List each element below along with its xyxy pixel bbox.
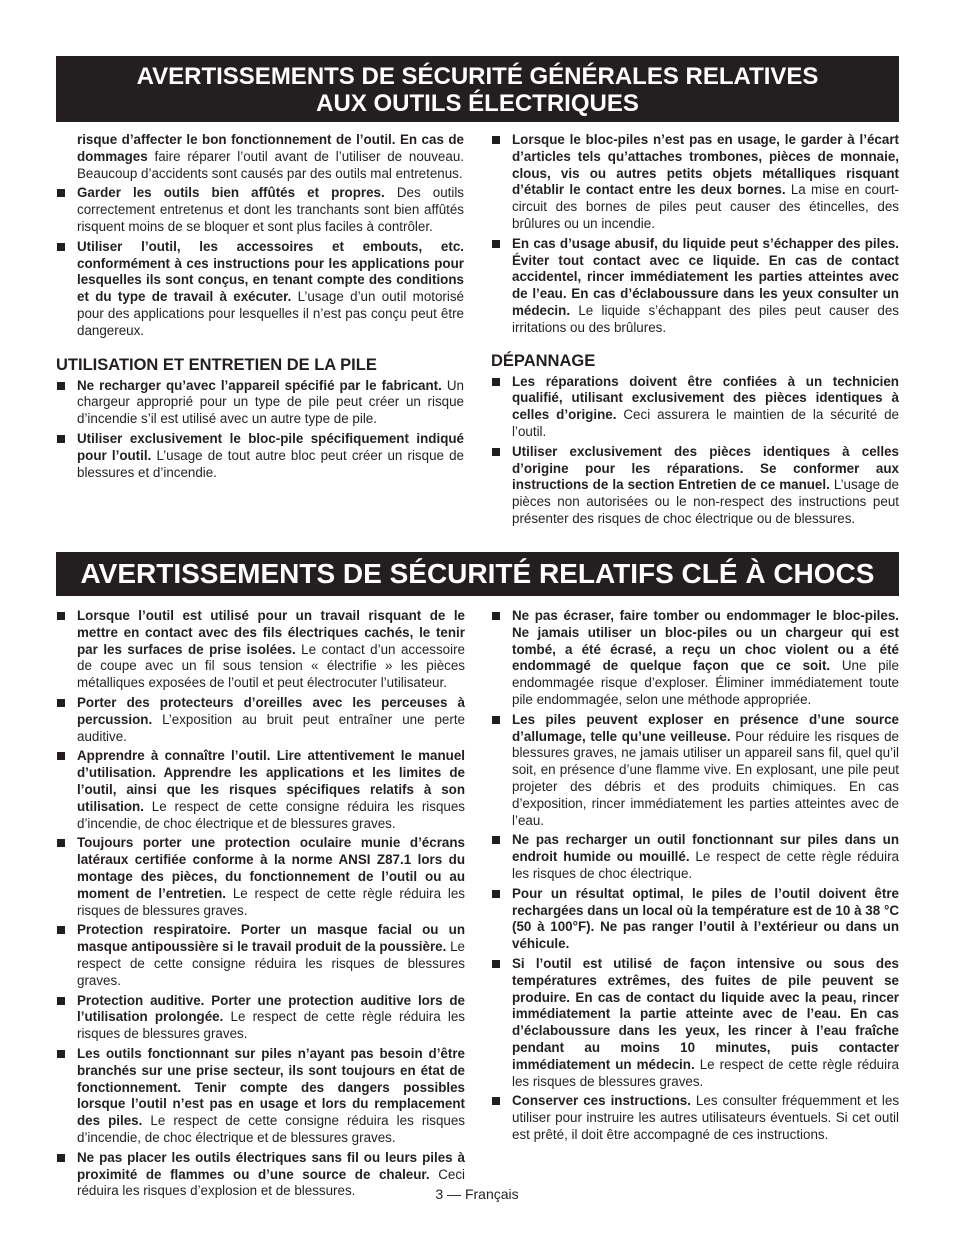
- item-bold-text: Ne pas placer les outils électriques sans fil ou leurs piles à proximité de flammes ou d’une source de chaleur.: [77, 1149, 465, 1182]
- square-bullet-icon: [57, 612, 65, 620]
- list-item: [491, 956, 899, 1090]
- square-bullet-icon: [492, 960, 500, 968]
- square-bullet-icon: [57, 997, 65, 1005]
- item-bold-text: Lorsque l’outil est utilisé pour un travail risquant de le mettre en contact avec des fils électriques cachés, le tenir par les surfaces de prise isolées.: [77, 608, 465, 657]
- square-bullet-icon: [57, 189, 65, 197]
- square-bullet-icon: [492, 240, 500, 248]
- list-item: [56, 378, 464, 428]
- banner-title-line-2: AUX OUTILS ÉLECTRIQUES: [316, 90, 639, 117]
- section-banner-impact-wrench: [56, 552, 899, 596]
- list-item: [491, 608, 899, 709]
- item-bold-text: Les outils fonctionnant sur piles n’ayant pas besoin d’être branchés sur une prise secteur, ils sont toujours en état de fonctionnement. Tenir compte des dangers possibles lorsque l’outil n’est pas en usage et lors du remplacement des piles.: [77, 1045, 465, 1129]
- section-heading-battery: UTILISATION ET ENTRETIEN DE LA PILE: [56, 355, 377, 374]
- list-item: [56, 239, 464, 340]
- item-text: Le respect de cette règle réduira les risques de choc électrique.: [512, 849, 899, 881]
- item-bold-text: Conserver ces instructions.: [512, 1093, 691, 1109]
- item-bold-text: Utiliser exclusivement des pièces identiques à celles d’origine pour les réparations. Se conformer aux instructions de la section Entretien de ce manuel.: [512, 443, 899, 493]
- square-bullet-icon: [57, 1050, 65, 1058]
- page-footer: 3 — Français: [435, 1186, 519, 1202]
- item-text: Un chargeur approprié pour un type de pile peut créer un risque d’incendie s’il est utilisé avec un autre type de pile.: [77, 377, 464, 427]
- item-bold-text: Ne pas écraser, faire tomber ou endommager le bloc-piles. Ne jamais utiliser un bloc-piles ou un chargeur qui est tombé, a été écrasé, a reçu un choc violent ou a été endommagé de quelque façon que ce soit.: [512, 608, 899, 674]
- item-text: Le respect de cette règle réduira les risques de blessures graves.: [77, 885, 465, 918]
- square-bullet-icon: [57, 699, 65, 707]
- column-4: [491, 608, 899, 1147]
- item-text: La mise en court-circuit des bornes de piles peut causer des étincelles, des brûlures ou un incendie.: [512, 182, 900, 231]
- item-text: Ceci assurera le maintien de la sécurité de l’outil.: [512, 407, 899, 439]
- item-bold-text: Porter des protecteurs d’oreilles avec les perceuses à percussion.: [77, 694, 465, 727]
- list-item: [56, 185, 464, 235]
- item-text: Le respect de cette consigne réduira les risques d’incendie, de choc électrique et de blessures graves.: [77, 798, 465, 831]
- square-bullet-icon: [492, 612, 500, 620]
- item-bold-text: En cas d’usage abusif, du liquide peut s’échapper des piles. Éviter tout contact avec ce liquide. En cas de contact accidentel, rincer immédiatement les parties atteintes avec de l’eau. En cas d’éclaboussure dans les yeux consulter un médecin.: [512, 235, 899, 318]
- list-item: [491, 132, 899, 233]
- square-bullet-icon: [492, 378, 500, 386]
- list-item: [491, 832, 899, 882]
- square-bullet-icon: [57, 1154, 65, 1162]
- item-bold-text: Garder les outils bien affûtés et propres.: [77, 185, 385, 201]
- list-item: [491, 444, 899, 528]
- square-bullet-icon: [492, 448, 500, 456]
- square-bullet-icon: [57, 435, 65, 443]
- item-bold-text: Les piles peuvent exploser en présence d’une source d’allumage, telle qu’une veilleuse.: [512, 711, 899, 744]
- list-item: [56, 608, 465, 692]
- list-item: [491, 374, 899, 441]
- list-item: [56, 993, 465, 1043]
- banner-title-line-1: AVERTISSEMENTS DE SÉCURITÉ GÉNÉRALES RELATIVES: [136, 63, 819, 90]
- section-heading-troubleshooting: DÉPANNAGE: [491, 351, 596, 370]
- column-2: [491, 132, 899, 531]
- square-bullet-icon: [57, 752, 65, 760]
- item-text: Le respect de cette règle réduira les risques de blessures graves.: [512, 1056, 900, 1089]
- item-text: Des outils correctement entretenus et dont les tranchants sont bien affûtés risquent moins de se bloquer et sont plus faciles à contrôler.: [77, 185, 465, 234]
- list-item: [491, 236, 899, 337]
- item-text: faire réparer l’outil avant de l’utiliser de nouveau. Beaucoup d’accidents sont causés par des outils mal entretenus.: [77, 148, 464, 181]
- item-bold-text: Les réparations doivent être confiées à un technicien qualifié, utilisant exclusivement des pièces identiques à celles d’origine.: [512, 373, 899, 423]
- list-item: [56, 431, 464, 481]
- list-item-continued: [56, 132, 464, 182]
- list-item: [491, 712, 899, 830]
- column-3: [56, 608, 465, 1203]
- list-item: [56, 1046, 465, 1147]
- item-bold-text: Si l’outil est utilisé de façon intensive ou sous des températures extrêmes, des fuites de pile peuvent se produire. En cas de contact du liquide avec la peau, rincer immédiatement la partie atteinte avec de l’eau. En cas d’éclaboussure dans les yeux, les rincer à l’eau fraîche pendant au moins 10 minutes, puis contacter immédiatement un médecin.: [512, 955, 899, 1072]
- item-text: Le liquide s’échappant des piles peut causer des irritations ou des brûlures.: [512, 302, 899, 335]
- item-bold-text: Utiliser exclusivement le bloc-pile spécifiquement indiqué pour l’outil.: [77, 430, 464, 463]
- item-bold-text: Apprendre à connaître l’outil. Lire attentivement le manuel d’utilisation. Apprendre les applications et les limites de l’outil, ainsi que les risques spécifiques relatifs à son utilisation.: [77, 748, 465, 814]
- item-bold-text: Ne pas recharger un outil fonctionnant sur piles dans un endroit humide ou mouillé.: [512, 832, 899, 865]
- item-text: Le contact d’un accessoire de coupe avec un fil sous tension « électrifie » les pièces métalliques exposées de l’outil et peut électrocuter l’utilisateur.: [77, 641, 465, 691]
- list-item: [56, 695, 465, 745]
- item-text: L’usage de pièces non autorisées ou le non-respect des instructions peut présenter des risques de choc électrique ou de blessures.: [512, 477, 899, 526]
- item-text: Pour réduire les risques de blessures graves, ne jamais utiliser un appareil sans fil, quel qu’il soit, en présence d’une flamme vive. En explosant, une pile peut projeter des débris et des produits chimiques. En cas d’exposition, rincer immédiatement les parties atteintes avec de l’eau.: [512, 728, 900, 828]
- item-bold-text: Toujours porter une protection oculaire munie d’écrans latéraux certifiée conforme à la norme ANSI Z87.1 lors du montage des pièces, du fonctionnement de l’outil ou au moment de l’entretien.: [77, 835, 465, 901]
- item-bold-text: Protection auditive. Porter une protection auditive lors de l’utilisation prolongée.: [77, 992, 465, 1025]
- list-item: [491, 1093, 899, 1143]
- item-text: L’usage d’un outil motorisé pour des applications pour lesquelles il n’est pas conçu peut être dangereux.: [77, 289, 465, 338]
- column-1: [56, 132, 464, 484]
- item-bold-text: Protection respiratoire. Porter un masque facial ou un masque antipoussière si le travail produit de la poussière.: [77, 922, 465, 955]
- item-bold-text: Ne recharger qu’avec l’appareil spécifié par le fabricant.: [77, 377, 442, 393]
- list-item: [491, 886, 899, 953]
- square-bullet-icon: [57, 926, 65, 934]
- list-item: [56, 922, 465, 989]
- square-bullet-icon: [57, 382, 65, 390]
- item-text: Les consulter fréquemment et les utiliser pour instruire les autres utilisateurs éventuels. Si cet outil est prêté, il doit être accompagné de ces instructions.: [512, 1093, 900, 1142]
- item-text: Le respect de cette consigne réduira les risques d’incendie, de choc électrique et de blessures graves.: [77, 1113, 466, 1145]
- item-text: Ceci réduira les risques d’explosion et de blessures.: [77, 1166, 465, 1199]
- item-bold-text: risque d’affecter le bon fonctionnement de l’outil. En cas de dommages: [77, 132, 464, 164]
- item-text: L’exposition au bruit peut entraîner une perte auditive.: [77, 711, 465, 744]
- item-text: Une pile endommagée risque d’exploser. Éliminer immédiatement toute pile endommagée, selon une méthode appropriée.: [512, 658, 899, 707]
- banner-title: AVERTISSEMENTS DE SÉCURITÉ RELATIFS CLÉ À CHOCS: [80, 558, 875, 589]
- item-text: Le respect de cette consigne réduira les risques de blessures graves.: [77, 939, 465, 988]
- square-bullet-icon: [492, 136, 500, 144]
- item-text: L’usage de tout autre bloc peut créer un risque de blessures et d’incendie.: [77, 447, 464, 480]
- square-bullet-icon: [492, 890, 500, 898]
- square-bullet-icon: [57, 243, 65, 251]
- list-item: [56, 748, 465, 832]
- square-bullet-icon: [492, 716, 500, 724]
- item-bold-text: Utiliser l’outil, les accessoires et embouts, etc. conformément à ces instructions pour les applications pour lesquelles ils sont conçus, en tenant compte des conditions et du type de travail à exécuter.: [77, 238, 464, 305]
- square-bullet-icon: [492, 836, 500, 844]
- item-bold-text: Lorsque le bloc-piles n’est pas en usage, le garder à l’écart d’articles tels qu’attaches trombones, pièces de monnaie, clous, vis ou autres petits objets métalliques risquant d’établir le contact entre les deux bornes.: [512, 132, 899, 198]
- square-bullet-icon: [492, 1097, 500, 1105]
- list-item: [56, 835, 465, 919]
- item-bold-text: Pour un résultat optimal, le piles de l’outil doivent être rechargées dans un local où la température est de 10 à 38 °C (50 à 100°F). Ne pas ranger l’outil à l’extérieur ou dans un véhicule.: [512, 885, 899, 952]
- square-bullet-icon: [57, 839, 65, 847]
- section-banner-general-warnings: [56, 56, 899, 122]
- item-text: Le respect de cette règle réduira les risques de blessures graves.: [77, 1009, 465, 1042]
